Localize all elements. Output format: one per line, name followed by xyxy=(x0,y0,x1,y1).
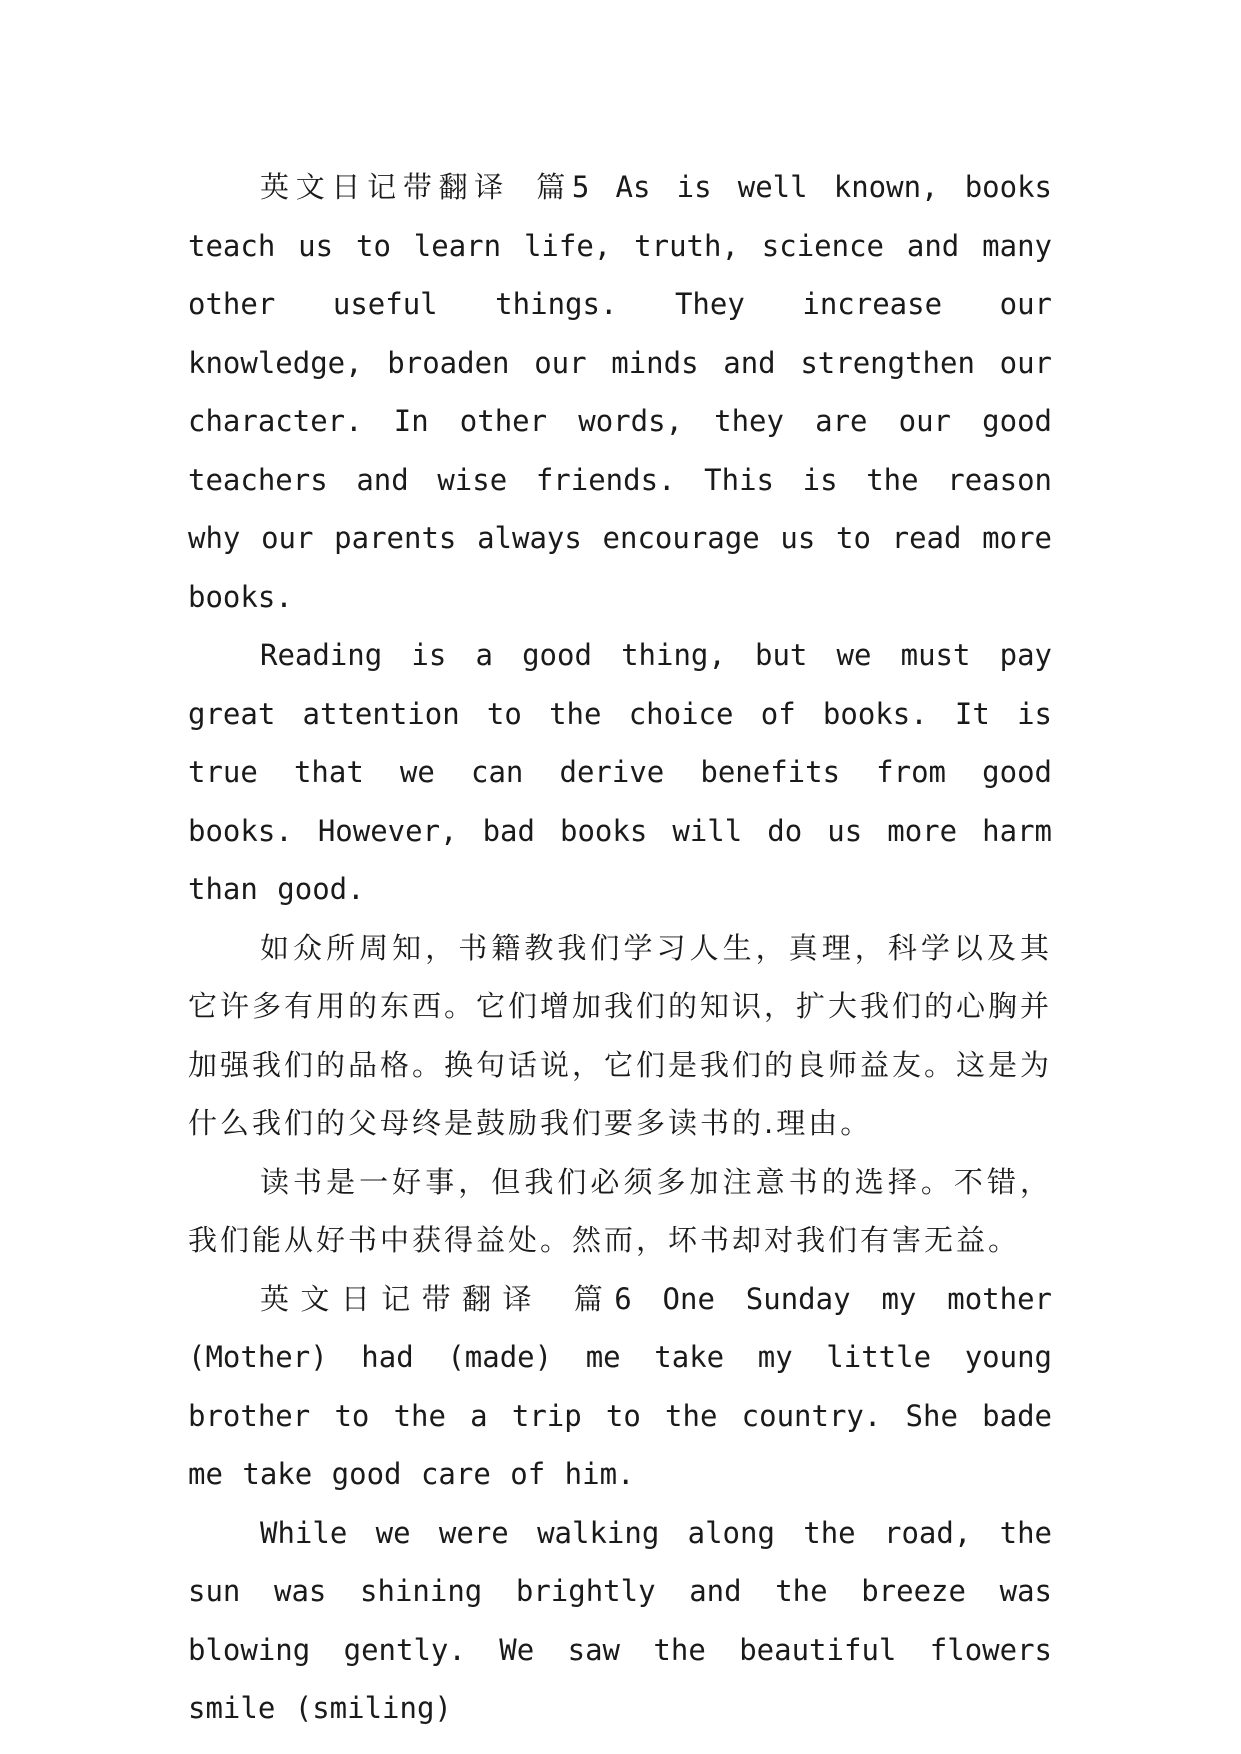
paragraph-entry5-chinese-1: 如众所周知，书籍教我们学习人生，真理，科学以及其它许多有用的东西。它们增加我们的知识，扩大我们的心胸并加强我们的品格。换句话说，它们是我们的良师益友。这是为什么我们的父母终是鼓励我们要多读书的.理由。 xyxy=(188,930,1053,1140)
paragraph-entry5-english-2: Reading is a good thing, but we must pay great attention to the choice of books. It is true that we can derive benefits from good books. However, bad books will do us more harm than good. xyxy=(188,638,1052,906)
document-body xyxy=(188,158,1052,1738)
paragraph-entry6-english-2: While we were walking along the road, the sun was shining brightly and the breeze was blowing gently. We saw the beautiful flowers smile (smiling) xyxy=(188,1515,1052,1725)
paragraph-entry6-english-1: 英文日记带翻译 篇6 One Sunday my mother (Mother) had (made) me take my little young brother to the a trip to the country. She bade me take good care of him. xyxy=(188,1281,1052,1491)
paragraph-entry5-english-1: 英文日记带翻译 篇5 As is well known, books teach us to learn life, truth, science and many other useful things. They increase our knowledge, broaden our minds and strengthen our character. In other words, they are our good teachers and wise friends. This is the reason why our parents always encourage us to read more books. xyxy=(188,170,1052,614)
paragraph-entry5-chinese-2: 读书是一好事，但我们必须多加注意书的选择。不错，我们能从好书中获得益处。然而，坏书却对我们有害无益。 xyxy=(188,1164,1052,1257)
